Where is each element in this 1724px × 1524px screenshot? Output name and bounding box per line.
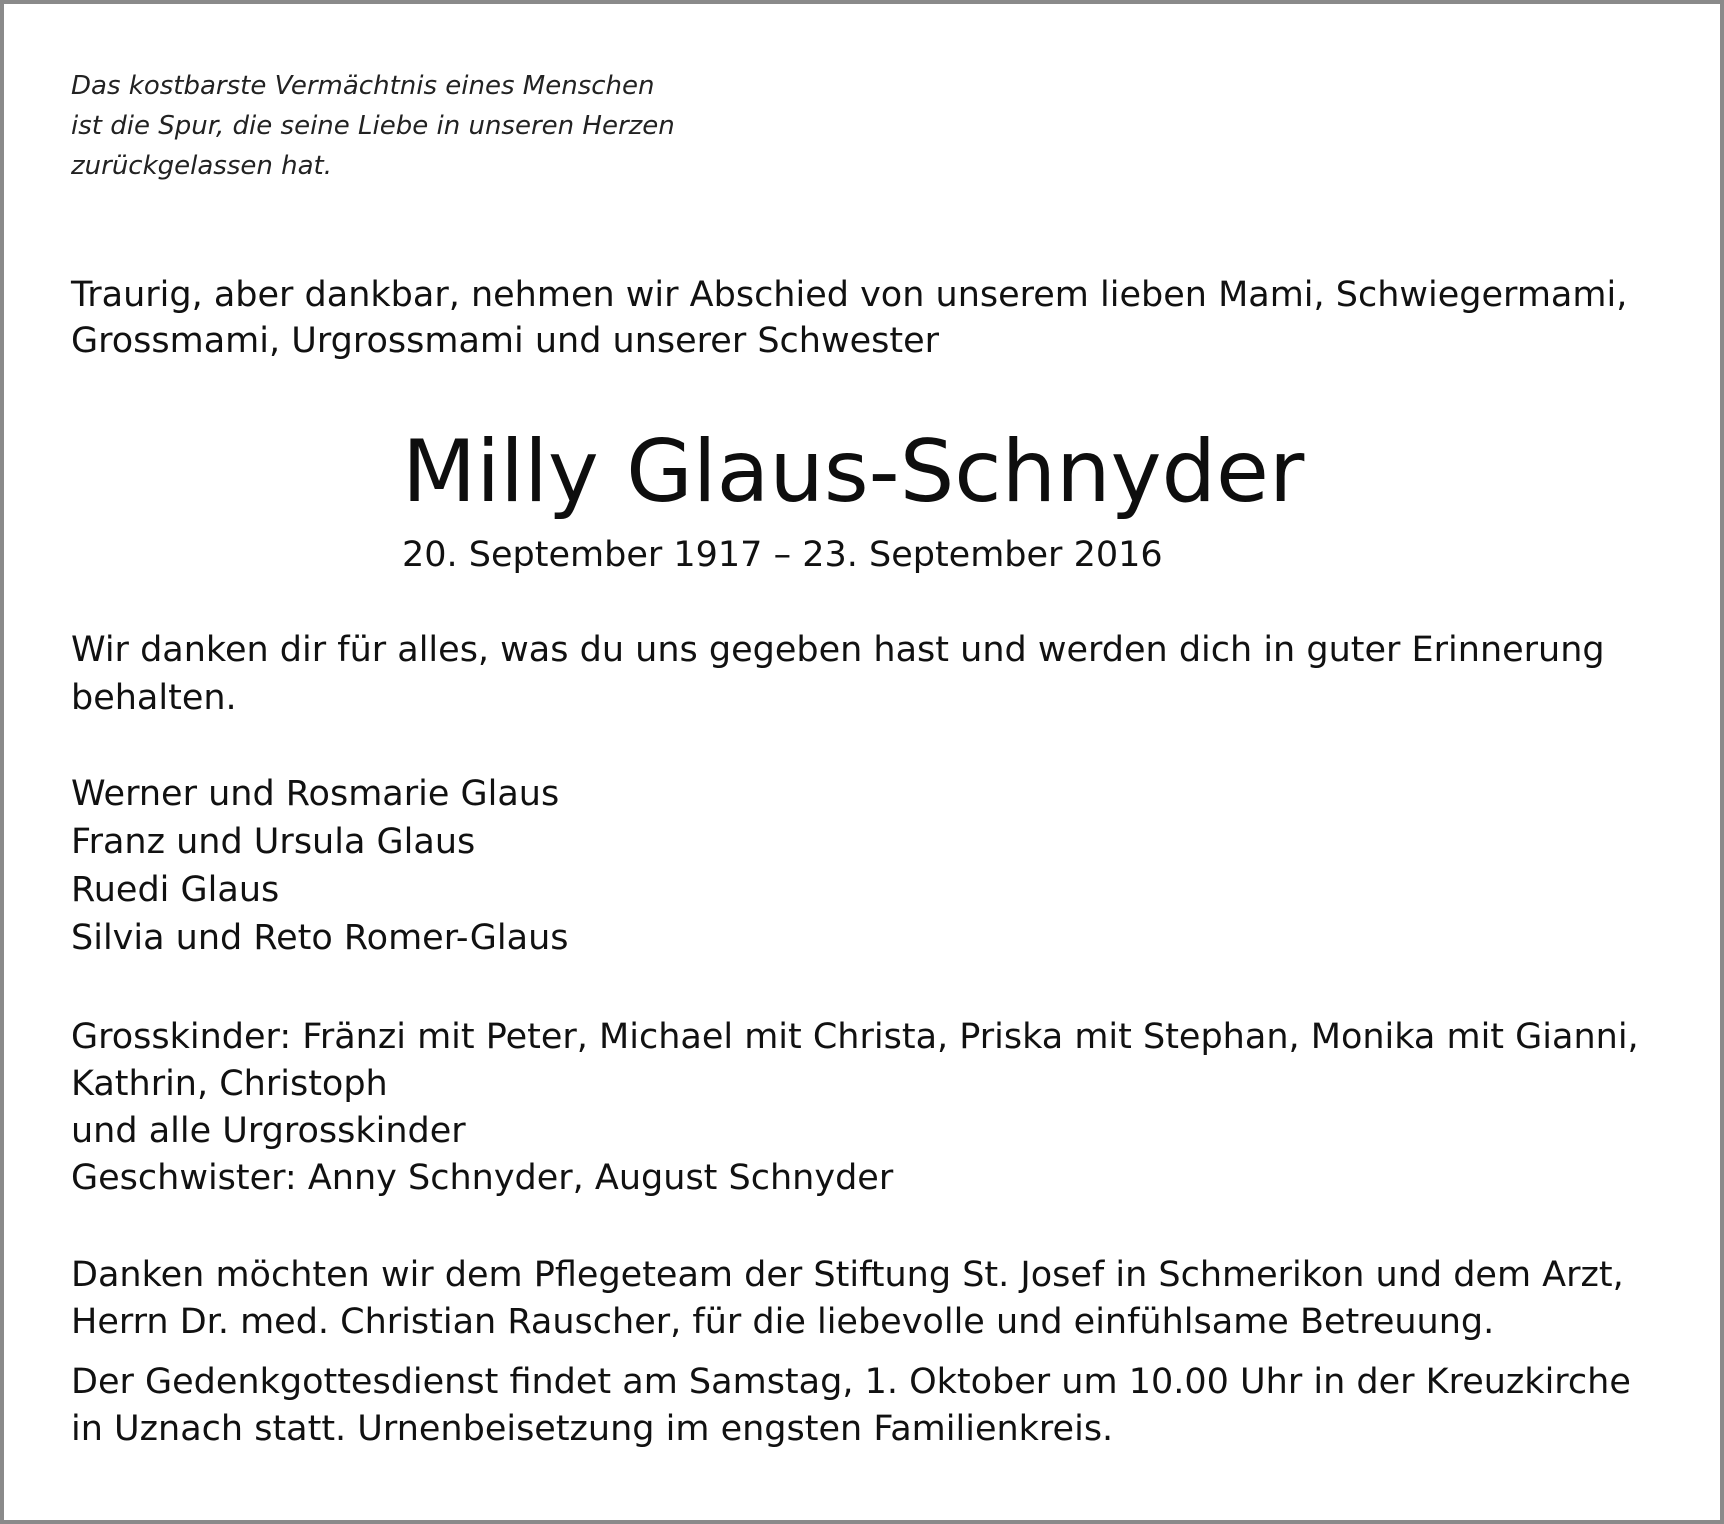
motto-line: Das kostbarste Vermächtnis eines Menschen: [71, 71, 655, 101]
thanks-line: Wir danken dir für alles, was du uns gegeben hast und werden dich in guter Erinnerung: [71, 630, 1605, 670]
relatives-line: Geschwister: Anny Schnyder, August Schnyder: [71, 1158, 894, 1198]
motto-line: zurückgelassen hat.: [71, 151, 333, 181]
care-thanks-paragraph: [71, 1252, 1624, 1346]
intro-line: Grossmami, Urgrossmami und unserer Schwester: [71, 321, 940, 361]
relatives-line: Kathrin, Christoph: [71, 1064, 388, 1104]
thanks-paragraph: [71, 626, 1605, 722]
motto-quote: [71, 66, 675, 186]
service-paragraph: [71, 1359, 1631, 1453]
service-line: in Uznach statt. Urnenbeisetzung im engsten Familienkreis.: [71, 1409, 1114, 1449]
intro-paragraph: [71, 272, 1627, 364]
family-member: Ruedi Glaus: [71, 870, 280, 910]
care-line: Danken möchten wir dem Pflegeteam der Stiftung St. Josef in Schmerikon und dem Arzt,: [71, 1255, 1624, 1295]
family-member: Franz und Ursula Glaus: [71, 822, 476, 862]
service-line: Der Gedenkgottesdienst findet am Samstag, 1. Oktober um 10.00 Uhr in der Kreuzkirche: [71, 1362, 1631, 1402]
thanks-line: behalten.: [71, 678, 237, 718]
intro-line: Traurig, aber dankbar, nehmen wir Abschied von unserem lieben Mami, Schwiegermami,: [71, 275, 1628, 315]
relatives-list: [71, 1014, 1639, 1202]
family-member: Silvia und Reto Romer-Glaus: [71, 918, 569, 958]
care-line: Herrn Dr. med. Christian Rauscher, für die liebevolle und einfühlsame Betreuung.: [71, 1302, 1495, 1342]
motto-line: ist die Spur, die seine Liebe in unseren Herzen: [71, 111, 675, 141]
family-member: Werner und Rosmarie Glaus: [71, 774, 560, 814]
family-list: [71, 770, 569, 962]
life-dates: 20. September 1917 – 23. September 2016: [402, 535, 1163, 575]
deceased-name: Milly Glaus-Schnyder: [402, 422, 1305, 522]
relatives-line: und alle Urgrosskinder: [71, 1111, 466, 1151]
relatives-line: Grosskinder: Fränzi mit Peter, Michael mit Christa, Priska mit Stephan, Monika mit Gianni,: [71, 1017, 1639, 1057]
